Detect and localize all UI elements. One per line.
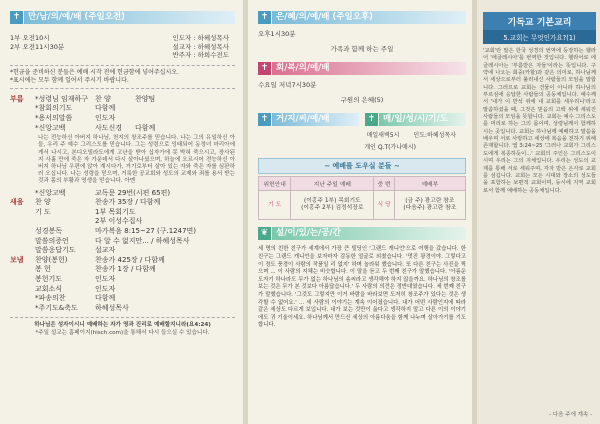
worship-detail: 2부 이성수집사 [95,217,143,226]
worship-leader: 다함께 [135,123,156,132]
service-time: 1부 오전10시 [10,34,50,42]
worship-item [10,114,235,124]
worship-section [10,124,35,134]
worship-element: 성경봉독 [35,226,63,235]
section-title: 매/일/성/시/기/도 [379,113,466,126]
section-header-story [258,226,466,240]
worship-element: *신앙고백 [35,123,66,132]
worship-detail: 인도자 [95,274,116,283]
worship-item [10,198,235,208]
worship-element: *참회의기도 [35,104,73,113]
table-header: 중 번 [374,177,394,191]
daily-leader: 인도:하헤성목사 [413,132,456,140]
officiant: 반주자 : 하희수전도 [172,51,229,60]
service-title: 구원의 은혜(5) [340,95,384,104]
worship-section: 새움 [10,198,24,207]
daily-time: 매일새벽5시 [366,132,400,140]
worship-item [10,124,235,134]
worship-element: 말씀응답기도 [35,246,76,255]
section-header-daily [365,112,466,126]
cross-icon: ✝ [258,11,271,24]
cross-icon: ✝ [258,62,271,75]
worship-section [10,294,35,304]
worship-detail: 마가복음 8:15~27 (구.1247면) [95,226,197,235]
worship-element: 봉헌기도 [35,274,63,283]
worship-detail: 인도자 [95,284,116,293]
service-time: 수요일 저녁7시30분 [258,81,317,90]
worship-element: 봉 헌 [35,265,51,274]
section-title: 회/복/의/예/배 [272,62,466,75]
table-header: 위헌안내 [259,177,291,191]
section-title: 설/이/있/는/공/간 [272,227,466,240]
worship-detail: 설교자 [95,246,116,255]
table-header: 예배부 [394,177,465,191]
worship-detail: 찬송가 35장 / 다함께 [95,198,161,207]
creed-text: 나는 전능하신 아버지 하나님, 천지의 창조주를 믿습니다. 나는 그의 유일하신 아들, 우리 주 예수 그리스도를 믿습니다. 그는 성령으로 잉태되어 동정녀 마리아에게서 나시고, 본디오빌라도에게 고난을 받아 십자가에 못 박혀 죽으시고, 장사된 지 사흘 만에 죽은 자 가운데서 다시 살아나셨으며, 하늘에 오르시어 전능하신 아버지 하나님 우편에 앉아 계시다가, 거기로부터 살아 있는 자와 죽은 자를 심판하러 오십니다. 나는 성령을 믿으며, 거룩한 공교회와 성도의 교제와 죄를 용서 받는 것과 몸의 부활과 영생을 믿습니다. 아멘 [38,135,235,185]
worship-detail: 하헤성목사 [95,303,129,312]
weekly-services-panel [248,0,472,424]
worship-element: *성령님 임재하구 [35,94,89,103]
worship-element: *용서의말씀 [35,113,73,122]
section-header-wednesday [258,61,466,75]
worship-element: *파송의찬 [35,294,66,303]
section-title: 은/혜/의/예/배 (주일오후) [272,11,466,24]
worship-section [10,114,35,124]
doctrine-body: '교회'란 말은 한국 성경의 번역에 등장하는 헬라어 '에클레시아'를 번역한 것입니다. 헬라어로 에클레시아는 '부름받은 자들'이라는 뜻입니다. 구약에 나오는 회중(카할)과 같은 의미로, 하나님께서 세상으로부터 불러내신 사람들의 모임을 말합니다. 그러므로 교회는 건물이 아니라 하나님의 부르심에 응답한 사람들의 공동체입니다. 예수께서 '내가 이 반석 위에 내 교회를 세우리니'라고 말씀하셨을 때, 그것은 믿음의 고백 위에 세워진 사람들의 모임을 뜻합니다. 교회는 예수 그리스도를 머리로 하는 그의 몸이며, 성령님께서 함께하시는 곳입니다. 교회는 하나님께 예배하고 말씀을 배우며 서로 사랑하고 세상에 복음을 전하기 위해 존재합니다. 엡 3:24~25 '그러나 교회가 그리스도에게 복종하듯이...' 교회의 주인은 그리스도이시며 우리는 그의 지체입니다. 우리는 성도의 교제를 통해 서로 세워주며, 각자 받은 은사로 교회를 섬깁니다. 교회는 모든 시대와 장소의 성도들을 포함하는 보편적 교회이며, 동시에 지역 교회로서 함께 예배하는 공동체입니다. [483,48,596,194]
worship-detail: 다함께 [95,104,116,113]
doctrine-subtitle: 5.교회는 무엇인가요?(1) [483,30,596,44]
worship-section [10,237,35,247]
section-title: 거/지/씨/예/배 [272,113,359,126]
story-text: 세 명의 친한 친구가 세계에서 가장 큰 빌딩인 '그랜드 캐니언'으로 여행을 갔습니다. 한 친구는 그랜드 캐니언을 보자마자 감동한 얼굴로 외쳤습니다. '멋진 광경이야. 그렇다고 이 정도 풍경이 사람의 작품일 리 없지' 하며 놀라워 했습니다. 또 다른 친구는 사진을 찍으며 ... 이 사람의 지혜는 비슷합니다. 이 말을 듣고 두 번째 친구가 말했습니다. '아름운 도자기 하나라도 무가 없는 하나님의 솜씨라고 생각해야 하지 않을까요. 하나님의 창조를 보는 것은 무가 본 것보다 아름답습니다.' 두 사람의 의견은 정반대였습니다. 세 번째 친구가 말했습니다. '그것도 그렇지만 이거 바람을 바라보면 도저히 창조주가 있다는 것은 생각할 수 없어요.' ... 세 사람의 이야기는 계속 이어졌습니다. 내가 어떤 사람인지에 따라 같은 세상도 다르게 보입니다. 내가 보는 것만이 옳다고 생각하지 말고 다른 이의 이야기에도 귀 기울이세요. 하나님께서 만드신 세상의 아름다움을 함께 나누며 살아가기를 기도합니다. [258,246,466,329]
worship-element [35,217,95,227]
worship-item [10,208,235,218]
table-header: 지난 주일 예배 [291,177,374,191]
worship-detail: 다함께 [95,294,116,303]
worship-element: 교회소식 [35,284,63,293]
cross-icon: ✝ [258,113,271,126]
worship-order-part1 [10,95,235,133]
worship-item [10,246,235,256]
worship-detail: 1부 목회기도 [95,207,136,216]
worship-section [10,217,35,227]
doctrine-title: 기독교 기본교리 [483,12,596,30]
section-header-afternoon [258,10,466,24]
worship-section [10,189,35,199]
worship-detail: 찬 양 [95,94,111,103]
worship-detail: 인도자 [95,113,116,122]
worship-element: 말씀의증언 [35,236,69,245]
footer-note: *주일 설교는 홈페이지(hisch.com)을 통해서 다시 들으실 수 있습니다. [35,329,210,336]
section-title: 만/남/의/예/배 (주일오전) [24,11,235,24]
leaf-icon: ❦ [258,227,271,240]
note: *헌금을 준비하신 분들은 예배 시작 전에 헌금함에 넣어주십시오. [10,68,179,76]
worship-leader: 찬양팀 [135,94,156,103]
worship-element: 찬양(봉헌) [35,255,68,264]
section-header-children [258,112,359,126]
worship-element: 찬 양 [35,198,51,207]
worship-order-panel [0,0,243,424]
duty-table [258,176,466,220]
officiant: 인도자 : 하헤성목사 [172,34,229,42]
worship-section [10,265,35,275]
worship-item [10,217,235,227]
officiant: 설교자 : 하헤성목사 [172,42,229,51]
worship-detail: 사도신경 [95,123,123,132]
worship-item [10,256,235,266]
worship-item [10,189,235,199]
worship-element: *주기도&축도 [35,303,78,312]
worship-section [10,246,35,256]
duty-title: ~ 예배를 도우실 분들 ~ [258,158,466,174]
cross-icon: ✝ [10,11,23,24]
worship-element: 기 도 [35,207,51,216]
section-header-morning [10,10,235,24]
worship-item [10,285,235,295]
worship-section [10,208,35,218]
worship-item [10,304,235,314]
service-info [10,34,235,60]
footer-verse: 하나님은 성자이시니 예배하는 자가 영과 진리로 예배할지니라(요4:24) [34,322,211,329]
worship-item [10,227,235,237]
note: *표시에는 모두 함께 일어서 주시기 바랍니다. [10,76,129,84]
personal-qt: 개인 Q.T(가나매시) [364,144,416,152]
table-row: 기 도 (이홍주 1부) 목회기도 (이홍주 2부) 김정석장로 식 당 (금 주) 광고란 참조 (다음주) 광고란 참조 [259,191,466,220]
service-time: 2부 오전11시30분 [10,42,65,51]
worship-detail: 찬송가 425장 / 다함께 [95,255,165,264]
worship-section: 부름 [10,94,24,103]
worship-item [10,104,235,114]
worship-detail: 찬송가 1장 / 다함께 [95,265,156,274]
worship-detail: 교독문 29번(시편 65편) [95,188,171,197]
worship-item [10,275,235,285]
cross-icon: ✝ [365,113,378,126]
worship-section [10,304,35,314]
worship-section [10,104,35,114]
service-title: 가족과 함께 하는 주일 [330,44,394,53]
worship-item [10,95,235,105]
worship-section [10,285,35,295]
service-time: 오후1시30분 [258,30,296,38]
worship-item [10,265,235,275]
worship-item [10,237,235,247]
worship-detail: 다 알 수 없지만... / 하헤성목사 [95,236,190,245]
continued-note: - 다음 주에 계속 - [549,412,592,418]
worship-item [10,294,235,304]
worship-order-part2 [10,189,235,314]
worship-section [10,227,35,237]
worship-section: 보냄 [10,255,24,264]
doctrine-panel [477,0,600,424]
worship-section [10,275,35,285]
worship-element: *신앙고백 [35,188,66,197]
